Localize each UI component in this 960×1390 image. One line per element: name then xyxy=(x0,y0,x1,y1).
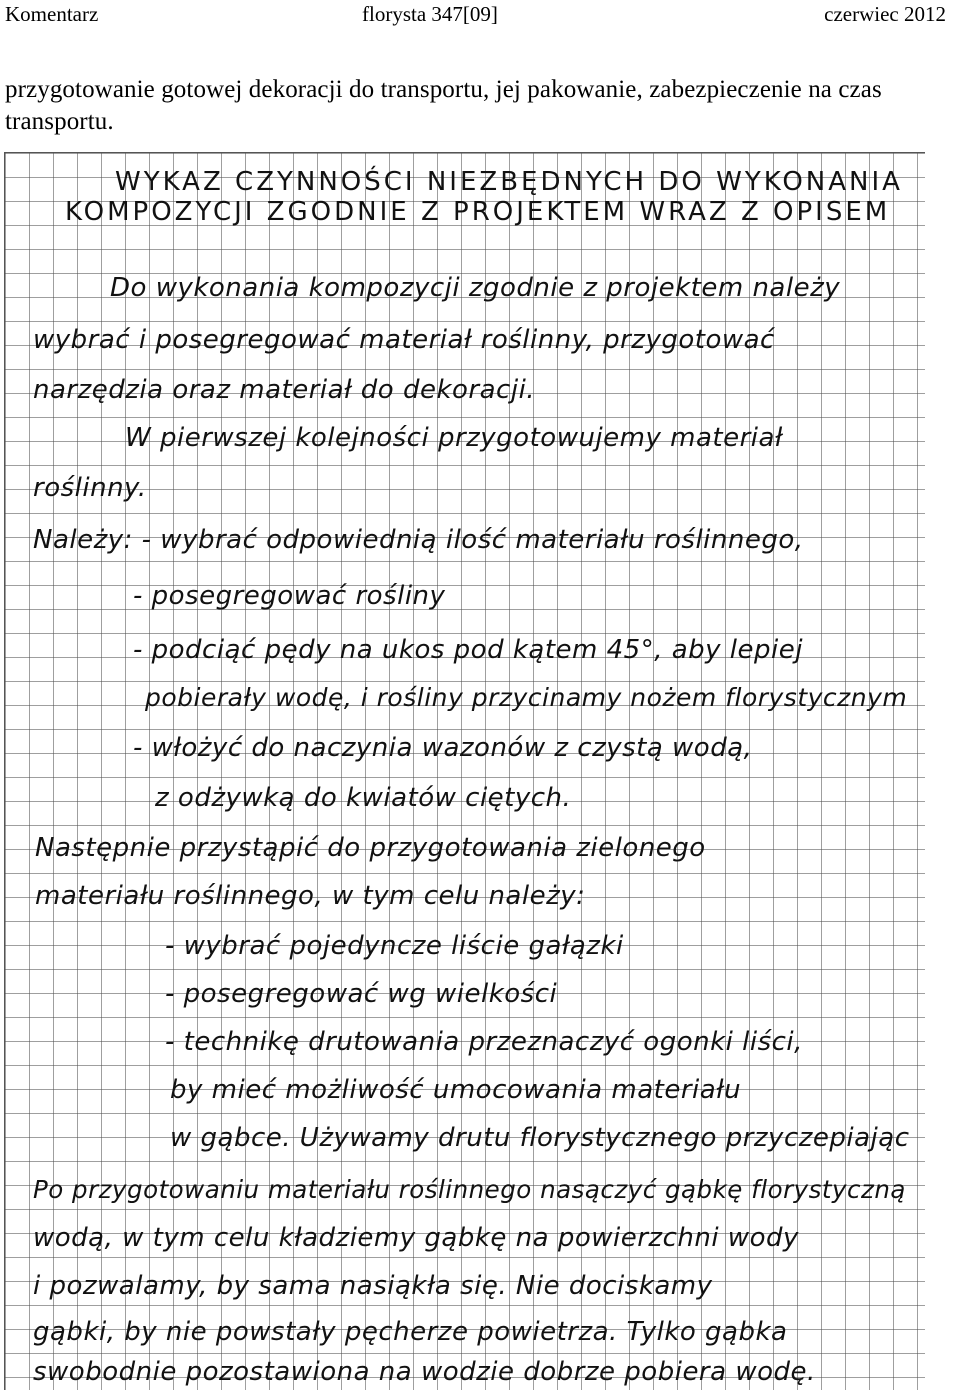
handwritten-line: i pozwalamy, by sama nasiąkła się. Nie dociskamy xyxy=(33,1271,713,1301)
header-section-label: Komentarz xyxy=(5,2,99,26)
handwritten-line: Do wykonania kompozycji zgodnie z projektem należy xyxy=(110,273,841,303)
handwritten-title-line: KOMPOZYCJI ZGODNIE Z PROJEKTEM WRAZ Z OPISEM xyxy=(65,197,891,227)
handwritten-line: wodą, w tym celu kładziemy gąbkę na powierzchni wody xyxy=(33,1223,799,1253)
handwritten-line: - posegregować wg wielkości xyxy=(165,979,558,1009)
handwritten-line: pobierały wodę, i rośliny przycinamy nożem florystycznym xyxy=(145,683,908,712)
handwritten-line: swobodnie pozostawiona na wodzie dobrze pobiera wodę. xyxy=(33,1357,816,1387)
header-date: czerwiec 2012 xyxy=(824,2,946,26)
handwritten-line: by mieć możliwość umocowania materiału xyxy=(170,1075,742,1105)
handwritten-line: - włożyć do naczynia wazonów z czystą wodą, xyxy=(133,733,753,763)
handwritten-line: - technikę drutowania przeznaczyć ogonki liści, xyxy=(165,1027,803,1057)
header-course-code: florysta 347[09] xyxy=(362,2,498,26)
handwritten-line: wybrać i posegregować materiał roślinny, przygotować xyxy=(33,325,775,355)
handwritten-line: Należy: - wybrać odpowiednią ilość materiału roślinnego, xyxy=(33,525,804,555)
handwritten-line: gąbki, by nie powstały pęcherze powietrza. Tylko gąbka xyxy=(33,1317,788,1347)
handwritten-line: w gąbce. Używamy drutu florystycznego przyczepiając xyxy=(170,1123,910,1153)
handwritten-line: narzędzia oraz materiał do dekoracji. xyxy=(33,375,536,405)
handwritten-line: W pierwszej kolejności przygotowujemy materiał xyxy=(125,423,783,453)
handwritten-line: - posegregować rośliny xyxy=(133,581,446,611)
handwritten-title-line: WYKAZ CZYNNOŚCI NIEZBĘDNYCH DO WYKONANIA xyxy=(115,167,903,197)
handwritten-line: roślinny. xyxy=(33,473,147,503)
handwritten-line: Po przygotowaniu materiału roślinnego nasączyć gąbkę florystyczną xyxy=(33,1175,906,1204)
handwritten-grid-sheet xyxy=(4,152,925,1390)
page-header xyxy=(0,0,960,30)
handwritten-line: - podciąć pędy na ukos pod kątem 45°, aby lepiej xyxy=(133,635,803,665)
handwritten-line: materiału roślinnego, w tym celu należy: xyxy=(35,881,586,911)
handwritten-line: z odżywką do kwiatów ciętych. xyxy=(155,783,572,813)
handwritten-line: Następnie przystąpić do przygotowania zielonego xyxy=(35,833,706,863)
intro-paragraph: przygotowanie gotowej dekoracji do transportu, jej pakowanie, zabezpieczenie na czas transportu. xyxy=(5,76,882,135)
handwritten-line: - wybrać pojedyncze liście gałązki xyxy=(165,931,624,961)
